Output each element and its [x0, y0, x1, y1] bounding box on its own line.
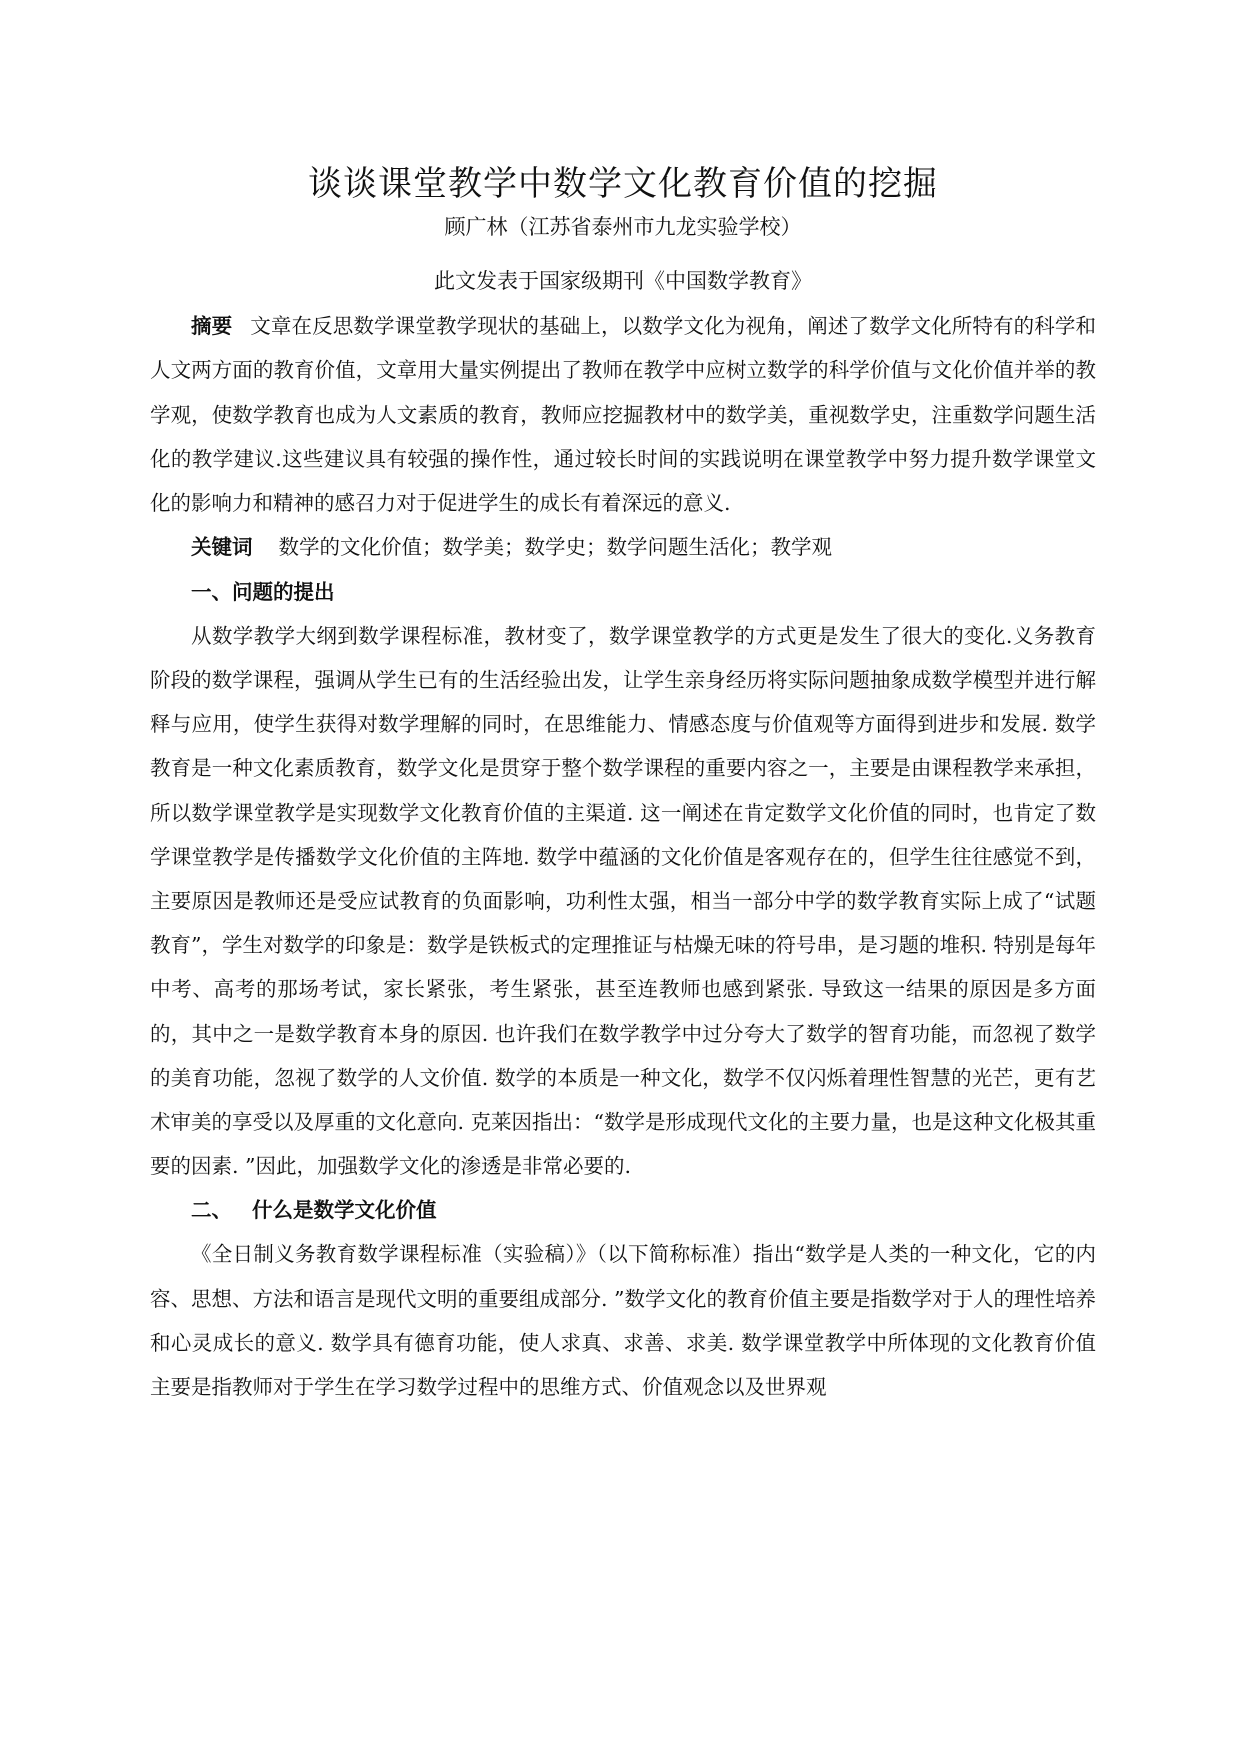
keywords-label: 关键词: [191, 535, 253, 560]
publication-note: 此文发表于国家级期刊《中国数学教育》: [434, 269, 812, 293]
article-title: 谈谈课堂教学中数学文化教育价值的挖掘: [308, 164, 938, 204]
section-paragraph-2: 《全日制义务教育数学课程标准（实验稿）》（以下简称标准）指出“数学是人类的一种文化，它的内容、思想、方法和语言是现代文明的重要组成部分. ”数学文化的教育价值主要是指数学对于人的理性培养和心灵成长的意义. 数学具有德育功能，使人求真、求善、求美. 数学课堂教学中所体现的文化教育价值主要是指教师对于学生在学习数学过程中的思维方式、价值观念以及世界观: [150, 1242, 1097, 1400]
section-heading-2: [150, 1188, 1096, 1232]
section-number: 二、: [191, 1198, 232, 1223]
abstract-text: 文章在反思数学课堂教学现状的基础上，以数学文化为视角，阐述了数学文化所特有的科学和人文两方面的教育价值，文章用大量实例提出了教师在教学中应树立数学的科学价值与文化价值并举的教学观，使数学教育也成为人文素质的教育，教师应挖掘教材中的数学美，重视数学史，注重数学问题生活化的教学建议.这些建议具有较强的操作性，通过较长时间的实践说明在课堂教学中努力提升数学课堂文化的影响力和精神的感召力对于促进学生的成长有着深远的意义.: [150, 314, 1097, 516]
section-title: 问题的提出: [232, 579, 335, 604]
section-title: 什么是数学文化价值: [252, 1198, 437, 1223]
keywords-text: 数学的文化价值；数学美；数学史；数学问题生活化；教学观: [278, 535, 832, 560]
article-body: [150, 160, 1096, 1409]
keywords: [150, 525, 1096, 569]
section-heading-1: [150, 570, 1096, 614]
abstract: [150, 304, 1096, 525]
abstract-label: 摘要: [191, 314, 233, 338]
author-affiliation: 顾广林（江苏省泰州市九龙实验学校）: [444, 215, 802, 239]
section-number: 一、: [191, 579, 232, 604]
section-paragraph-1: 从数学教学大纲到数学课程标准，教材变了，数学课堂教学的方式更是发生了很大的变化.义务教育阶段的数学课程，强调从学生已有的生活经验出发，让学生亲身经历将实际问题抽象成数学模型并进行解释与应用，使学生获得对数学理解的同时，在思维能力、情感态度与价值观等方面得到进步和发展. 数学教育是一种文化素质教育，数学文化是贯穿于整个数学课程的重要内容之一，主要是由课程教学来承担，所以数学课堂教学是实现数学文化教育价值的主渠道. 这一阐述在肯定数学文化价值的同时，也肯定了数学课堂教学是传播数学文化价值的主阵地. 数学中蕴涵的文化价值是客观存在的，但学生往往感觉不到，主要原因是教师还是受应试教育的负面影响，功利性太强，相当一部分中学的数学教育实际上成了“试题教育”，学生对数学的印象是：数学是铁板式的定理推证与枯燥无味的符号串，是习题的堆积. 特别是每年中考、高考的那场考试，家长紧张，考生紧张，甚至连教师也感到紧张. 导致这一结果的原因是多方面的，其中之一是数学教育本身的原因. 也许我们在数学教学中过分夸大了数学的智育功能，而忽视了数学的美育功能，忽视了数学的人文价值. 数学的本质是一种文化，数学不仅闪烁着理性智慧的光芒，更有艺术审美的享受以及厚重的文化意向. 克莱因指出：“数学是形成现代文化的主要力量，也是这种文化极其重要的因素. ”因此，加强数学文化的渗透是非常必要的.: [150, 623, 1097, 1179]
